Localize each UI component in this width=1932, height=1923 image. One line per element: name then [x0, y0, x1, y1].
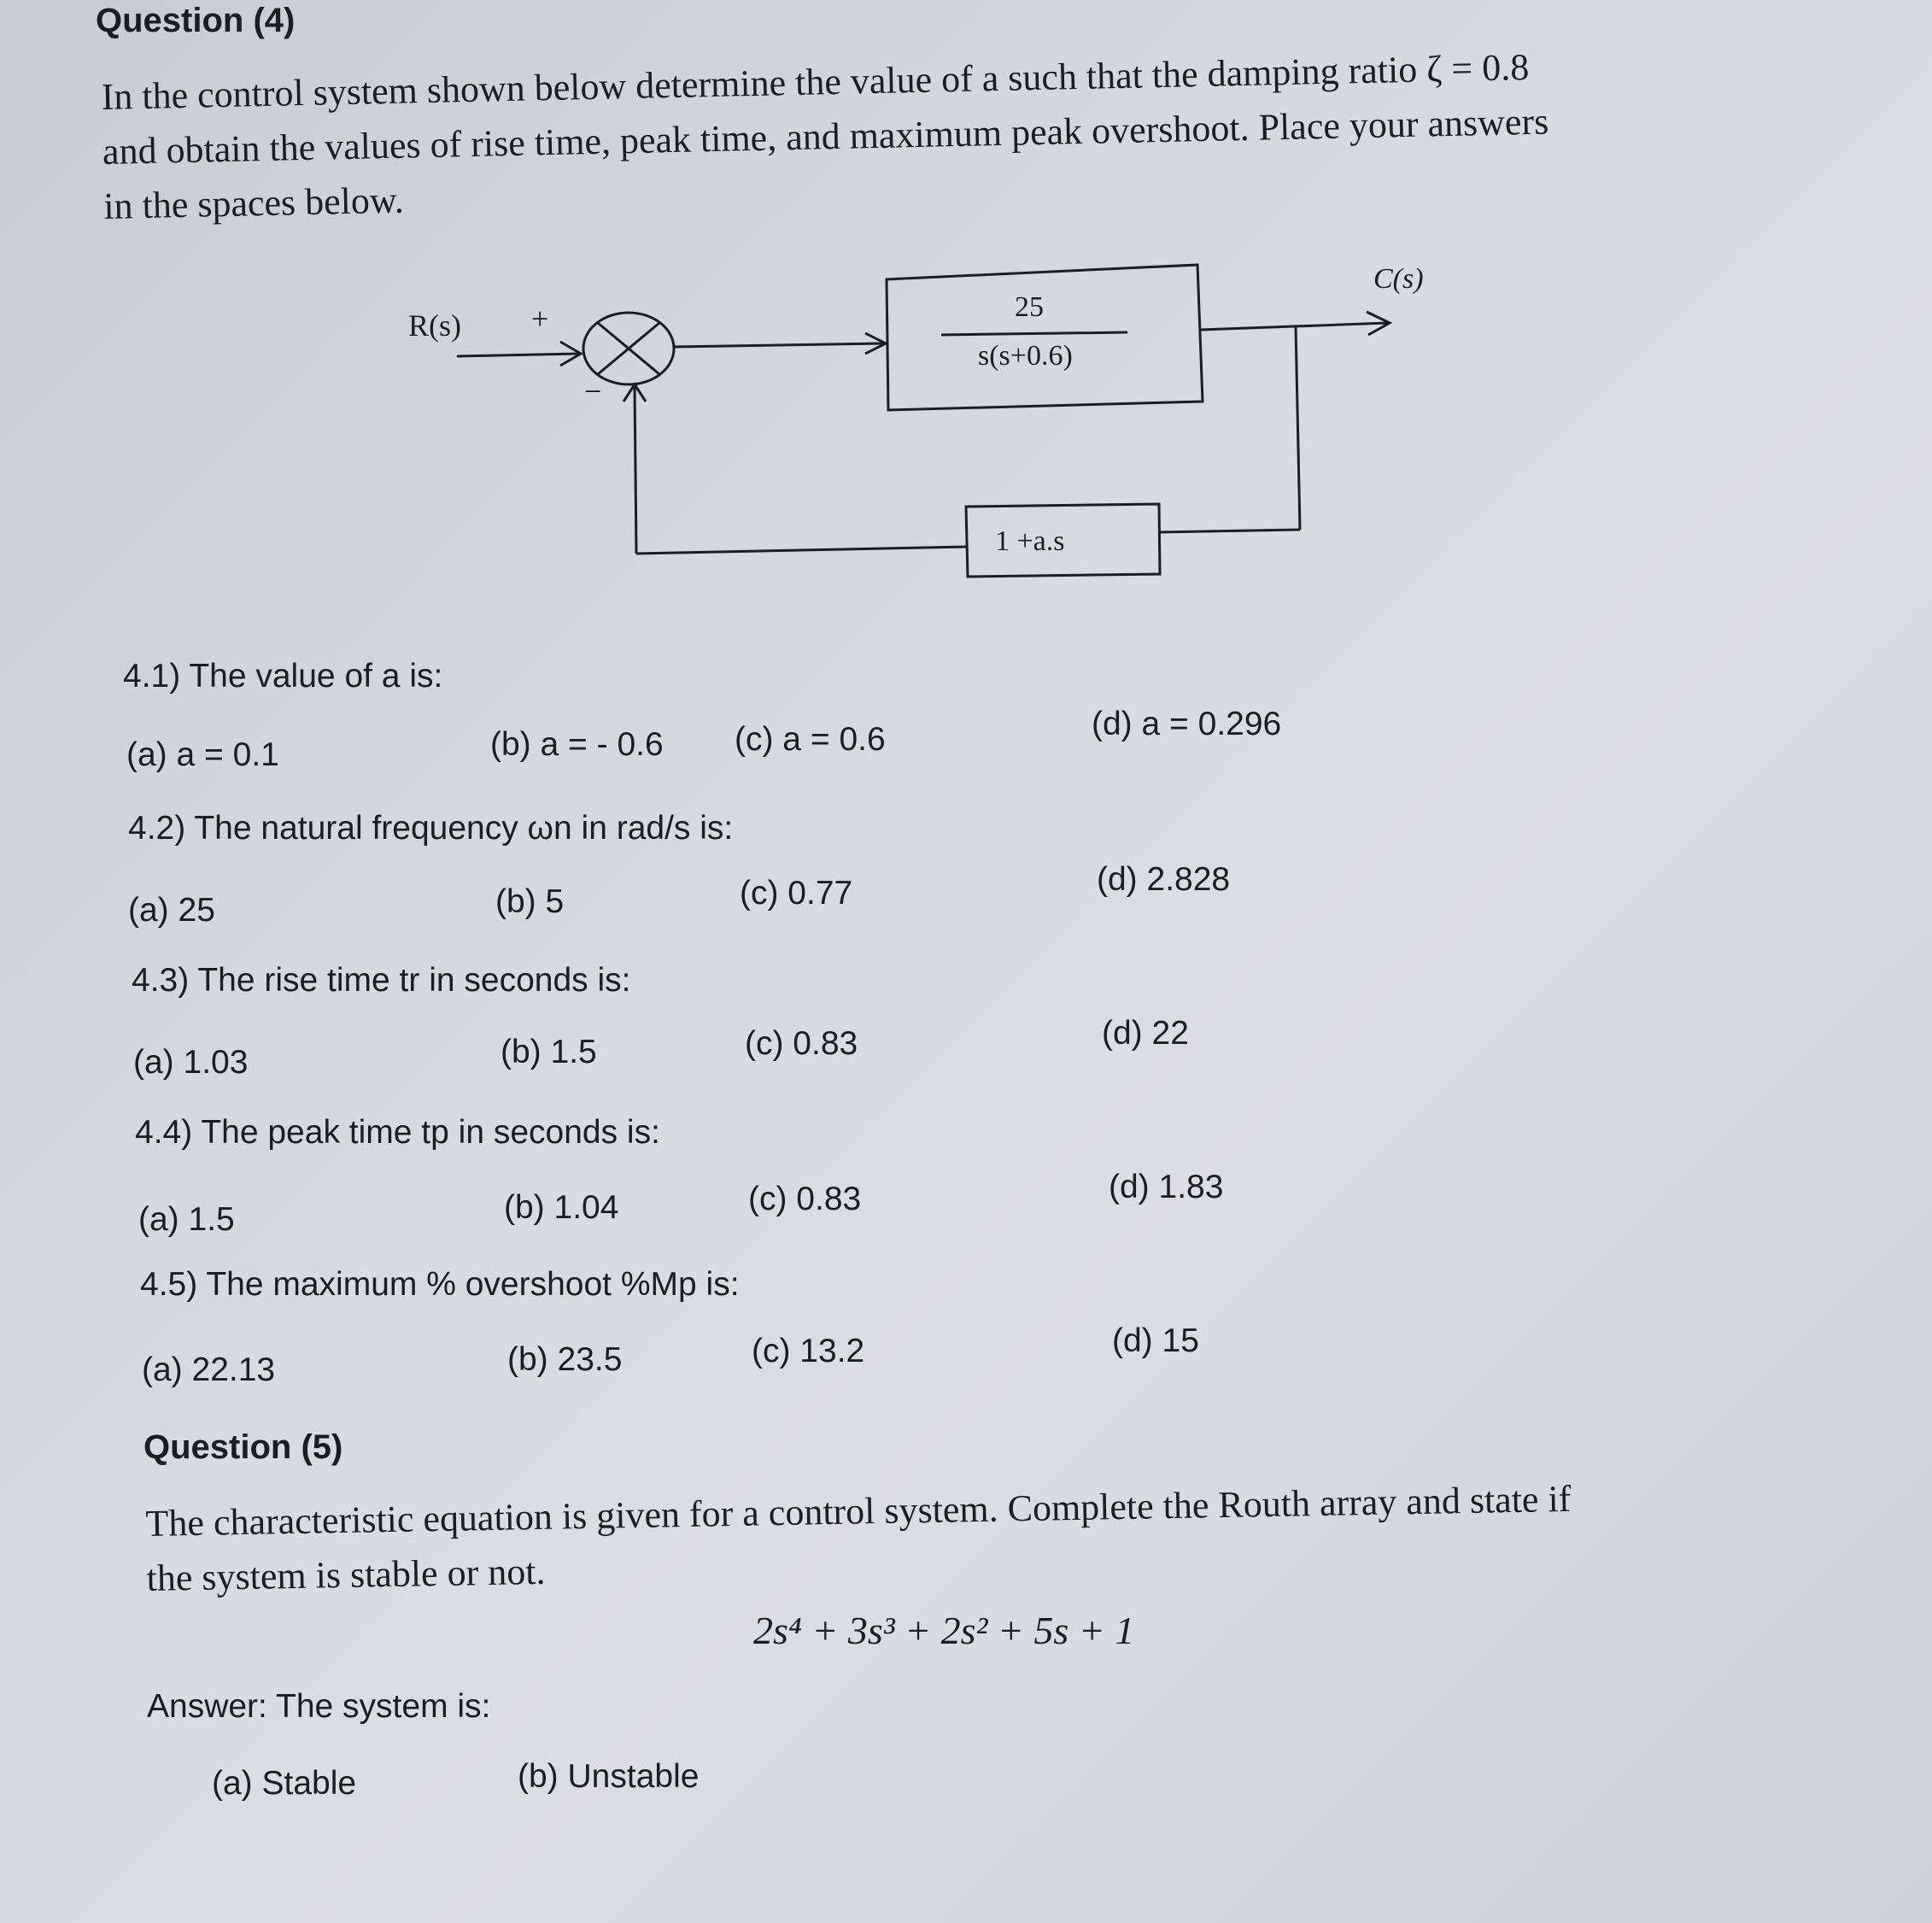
block-diagram — [0, 0, 1932, 615]
question-4-title: Question (4) — [96, 2, 296, 39]
forward-line — [674, 343, 884, 347]
part-4-5-prompt: 4.5) The maximum % overshoot %Mp is: — [140, 1266, 740, 1303]
fraction-bar — [941, 332, 1127, 335]
question-5-intro — [145, 1469, 1770, 1606]
part-4-2-option-a[interactable]: (a) 25 — [128, 892, 215, 929]
part-4-1-option-d[interactable]: (d) a = 0.296 — [1092, 706, 1282, 742]
plant-numerator: 25 — [1015, 291, 1044, 323]
part-4-4-option-a[interactable]: (a) 1.5 — [138, 1201, 235, 1238]
part-4-1-option-a[interactable]: (a) a = 0.1 — [126, 736, 279, 773]
q5-intro-line-1: The characteristic equation is given for a control system. Complete the Routh array and state if — [145, 1477, 1572, 1545]
part-4-4-option-d[interactable]: (d) 1.83 — [1109, 1169, 1224, 1205]
question-5-title: Question (5) — [143, 1428, 343, 1466]
output-line — [1201, 323, 1388, 330]
input-label: R(s) — [408, 308, 461, 343]
part-4-3-option-b[interactable]: (b) 1.5 — [501, 1034, 597, 1070]
part-4-5-option-b[interactable]: (b) 23.5 — [507, 1341, 623, 1378]
part-4-3-option-c[interactable]: (c) 0.83 — [745, 1025, 858, 1062]
answer-option-stable[interactable]: (a) Stable — [212, 1765, 357, 1802]
part-4-4-prompt: 4.4) The peak time tp in seconds is: — [135, 1114, 660, 1151]
output-label: C(s) — [1373, 263, 1424, 295]
part-4-4-option-c[interactable]: (c) 0.83 — [748, 1181, 862, 1217]
part-4-3-option-a[interactable]: (a) 1.03 — [133, 1044, 249, 1081]
part-4-2-option-c[interactable]: (c) 0.77 — [740, 875, 853, 912]
feedback-block-label: 1 +a.s — [995, 525, 1065, 557]
answer-prompt: Answer: The system is: — [147, 1688, 491, 1725]
part-4-4-option-b[interactable]: (b) 1.04 — [504, 1189, 619, 1226]
part-4-1-option-b[interactable]: (b) a = - 0.6 — [490, 726, 664, 763]
part-4-5-option-c[interactable]: (c) 13.2 — [752, 1333, 865, 1369]
part-4-3-option-d[interactable]: (d) 22 — [1102, 1015, 1189, 1052]
plant-block — [887, 265, 1203, 410]
part-4-5-option-a[interactable]: (a) 22.13 — [142, 1351, 276, 1388]
plant-denominator: s(s+0.6) — [978, 340, 1073, 372]
input-line — [457, 354, 579, 356]
intro-line-3: in the spaces below. — [102, 179, 405, 227]
characteristic-equation: 2s⁴ + 3s³ + 2s² + 5s + 1 — [753, 1609, 1135, 1652]
part-4-1-option-c[interactable]: (c) a = 0.6 — [735, 721, 886, 758]
part-4-3-prompt: 4.3) The rise time tr in seconds is: — [132, 962, 631, 999]
part-4-2-prompt: 4.2) The natural frequency ωn in rad/s is: — [128, 810, 734, 847]
intro-line-2: and obtain the values of rise time, peak time, and maximum peak overshoot. Place your answers — [102, 100, 1549, 173]
part-4-5-option-d[interactable]: (d) 15 — [1112, 1322, 1199, 1359]
q5-intro-line-2: the system is stable or not. — [146, 1550, 546, 1599]
minus-sign: − — [584, 374, 602, 408]
intro-line-1: In the control system shown below determine the value of a such that the damping ratio ζ = 0.8 — [101, 45, 1530, 118]
feedback-return-line — [636, 547, 967, 554]
part-4-2-option-b[interactable]: (b) 5 — [495, 883, 565, 920]
feedback-drop-line — [1296, 327, 1300, 530]
plus-sign: + — [531, 302, 549, 336]
part-4-1-prompt: 4.1) The value of a is: — [123, 658, 443, 695]
feedback-rise-line — [635, 386, 636, 554]
answer-option-unstable[interactable]: (b) Unstable — [518, 1758, 700, 1795]
part-4-2-option-d[interactable]: (d) 2.828 — [1097, 861, 1231, 898]
feedback-to-block-line — [1158, 530, 1300, 532]
